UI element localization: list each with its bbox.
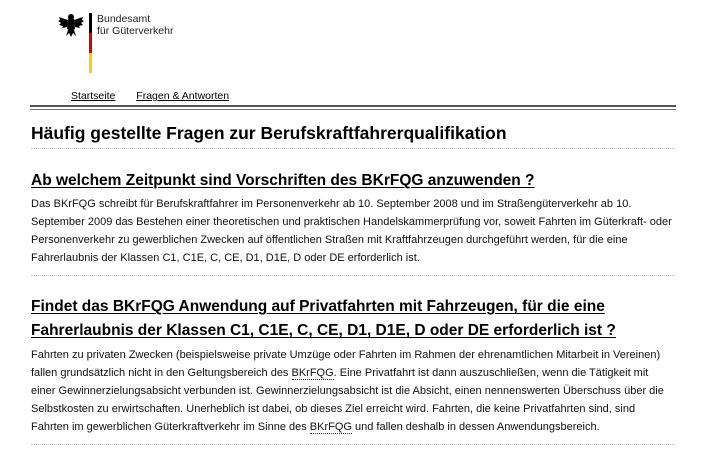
faq-item [31,169,675,276]
faq-question[interactable]: Findet das BKrFQG Anwendung auf Privatfahrten mit Fahrzeugen, für die eine Fahrerlaubnis der Klassen C1, C1E, C, CE, D1, D1E, D oder DE erforderlich ist ? [31,298,616,339]
faq-item [31,295,675,445]
org-name-line2: für Güterverkehr [97,25,174,37]
bundesadler-icon[interactable] [57,11,85,39]
faq-answer-text: . Eine Privatfahrt ist dann auszuschließen, wenn die Tätigkeit mit einer Gewinnerzielungsabsicht verbunden ist. Gewinnerzielungsabsicht ist die Absicht, einen nennenswerten Überschuss über die Selbstkosten zu erwirtschaften. Unerheblich ist dabei, ob dieses Ziel erreicht wird. Fahrten, die keine Privatfahrten sind, sind Fahrten im gewerblichen Güterkraftverkehr im Sinne des [31,367,664,433]
site-header [0,0,708,80]
header-divider-thin [30,109,676,110]
breadcrumb-nav [71,90,247,102]
faq-answer-text: und fallen deshalb in dessen Anwendungsbereich. [351,421,600,433]
flag-stripe-gold [89,53,92,73]
nav-link-startseite[interactable]: Startseite [71,90,116,102]
main-content [31,120,675,445]
abbreviation-bkrfqg[interactable]: BKrFQG [309,421,352,433]
flag-stripe-red [89,33,92,53]
org-name-line1: Bundesamt [97,13,151,25]
org-name[interactable] [97,13,173,37]
page-title: Häufig gestellte Fragen zur Berufskraftfahrerqualifikation [31,120,675,149]
german-flag-bar [89,13,92,73]
header-divider [30,105,676,107]
nav-link-fragen-antworten[interactable]: Fragen & Antworten [136,90,230,102]
faq-answer: Das BKrFQG schreibt für Berufskraftfahrer im Personenverkehr ab 10. September 2008 und im Straßengüterverkehr ab 10. September 2009 das Bestehen einer theoretischen und praktischen Handelskammerprüfung vor, soweit Fahrten im Güterkraft- oder Personenverkehr zu gewerblichen Zwecken auf öffentlichen Straßen mit Kraftfahrzeugen durchgeführt werden, für die eine Fahrerlaubnis der Klassen C1, C1E, C, CE, D1, D1E, D oder DE erforderlich ist. [31,198,672,264]
flag-stripe-black [89,13,92,33]
faq-answer-text: Fahrten zu privaten Zwecken (beispielsweise private Umzüge oder Fahrten im Rahmen der ehrenamtlichen Mitarbeit in Vereinen) fallen grundsätzlich nicht in den Geltungsbereich des [31,349,661,379]
faq-question[interactable]: Ab welchem Zeitpunkt sind Vorschriften des BKrFQG anzuwenden ? [31,172,535,189]
faq-answer [31,346,675,436]
abbreviation-bkrfqg[interactable]: BKrFQG [291,367,334,379]
